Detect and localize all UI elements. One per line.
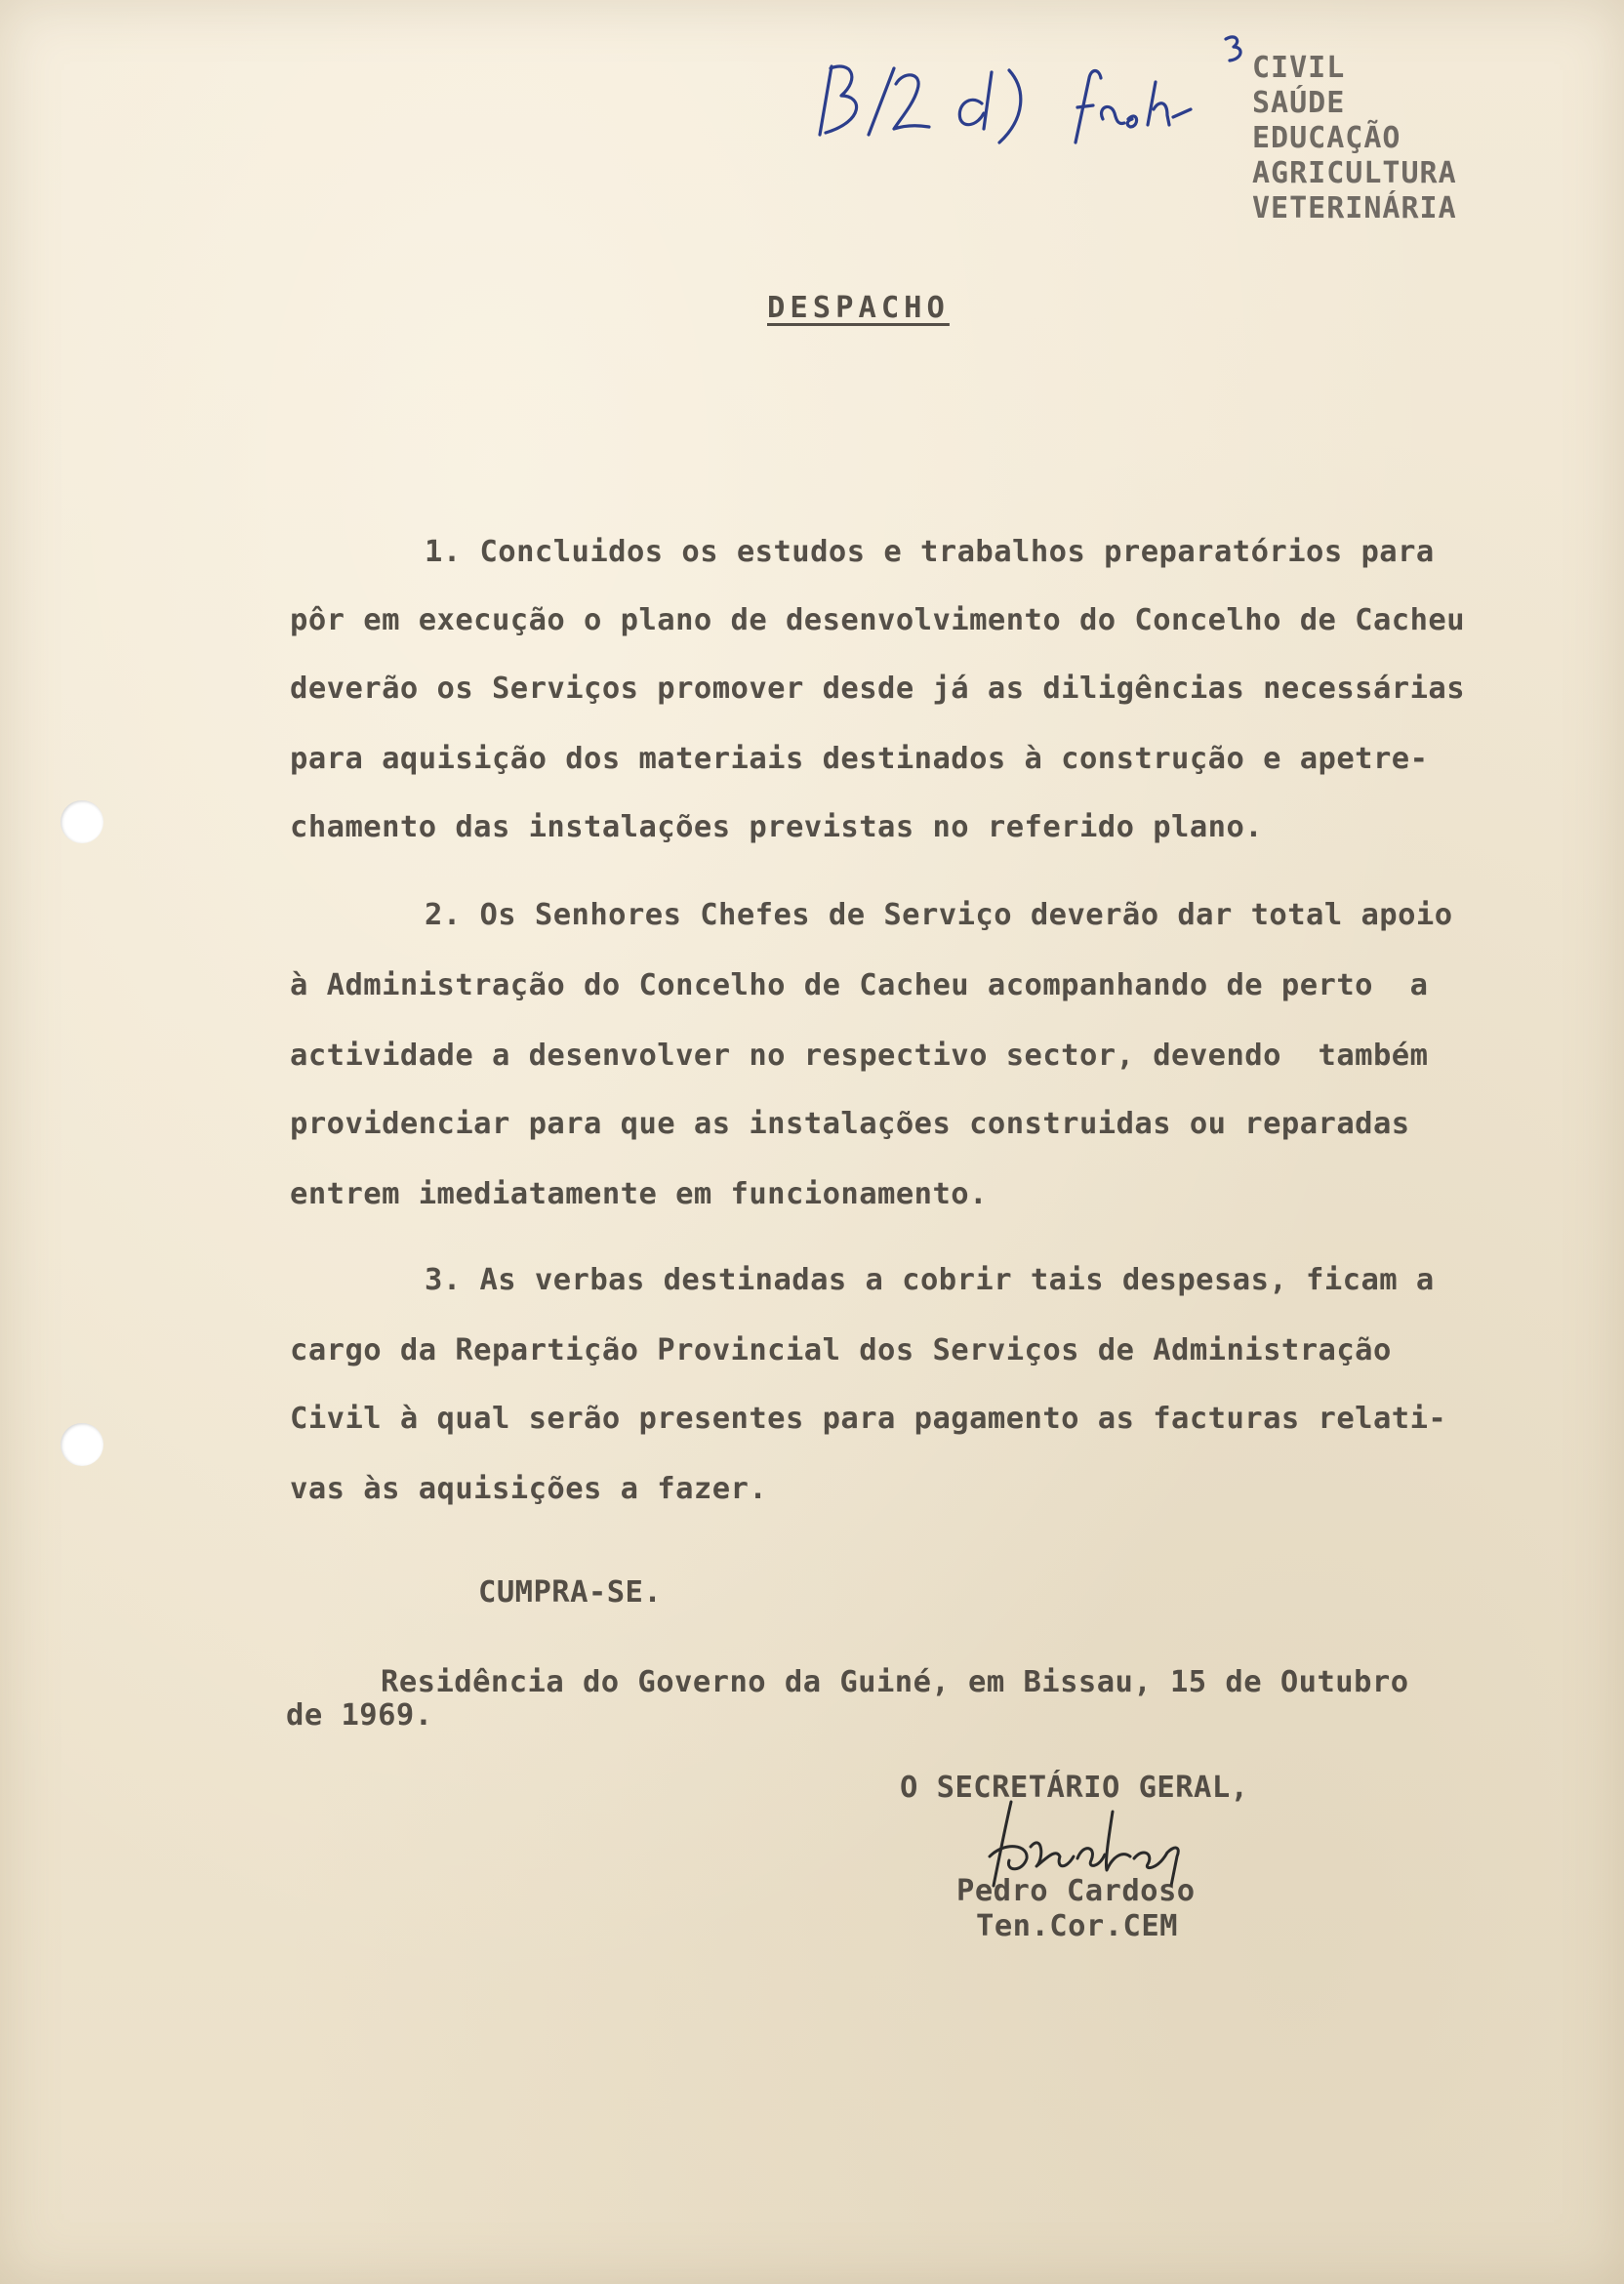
stamp-line: SAÚDE — [1252, 86, 1346, 120]
signatory-name: Pedro Cardoso — [956, 1874, 1196, 1908]
paragraph-2-line: à Administração do Concelho de Cacheu acompanhando de perto a — [290, 968, 1429, 1002]
stamp-line: VETERINÁRIA — [1252, 191, 1457, 225]
place-date-line: de 1969. — [286, 1698, 433, 1733]
paragraph-2-line: providenciar para que as instalações construidas ou reparadas — [290, 1107, 1410, 1141]
paragraph-1-line: 1. Concluidos os estudos e trabalhos preparatórios para — [425, 535, 1435, 569]
paragraph-3-line: Civil à qual serão presentes para pagamento as facturas relati- — [290, 1402, 1447, 1436]
paragraph-3-line: cargo da Repartição Provincial dos Serviços de Administração — [290, 1333, 1392, 1367]
paragraph-1-line: chamento das instalações previstas no referido plano. — [290, 810, 1264, 844]
stamp-line: CIVIL — [1252, 51, 1346, 85]
paragraph-3-line: vas às aquisições a fazer. — [290, 1472, 768, 1506]
handwritten-reference-annotation — [800, 27, 1259, 154]
stamp-line: AGRICULTURA — [1252, 156, 1457, 190]
punch-hole — [61, 800, 103, 843]
paragraph-1-line: para aquisição dos materiais destinados à construção e apetre- — [290, 742, 1429, 776]
paragraph-2-line: actividade a desenvolver no respectivo sector, devendo também — [290, 1039, 1429, 1073]
paragraph-1-line: deverão os Serviços promover desde já as diligências necessárias — [290, 672, 1466, 706]
paragraph-2-line: entrem imediatamente em funcionamento. — [290, 1177, 988, 1211]
paragraph-2-line: 2. Os Senhores Chefes de Serviço deverão dar total apoio — [425, 898, 1453, 932]
place-date-line: Residência do Governo da Guiné, em Bissau, 15 de Outubro — [381, 1665, 1409, 1699]
paragraph-1-line: pôr em execução o plano de desenvolvimento do Concelho de Cacheu — [290, 603, 1466, 637]
signatory-rank: Ten.Cor.CEM — [976, 1909, 1178, 1943]
punch-hole — [61, 1423, 103, 1466]
signatory-title: O SECRETÁRIO GERAL, — [900, 1771, 1249, 1805]
distribution-stamp — [1252, 51, 1457, 226]
closing-formula: CUMPRA-SE. — [478, 1575, 663, 1610]
document-title: DESPACHO — [767, 291, 950, 325]
paragraph-3-line: 3. As verbas destinadas a cobrir tais despesas, ficam a — [425, 1263, 1435, 1297]
stamp-line: EDUCAÇÃO — [1252, 121, 1401, 155]
